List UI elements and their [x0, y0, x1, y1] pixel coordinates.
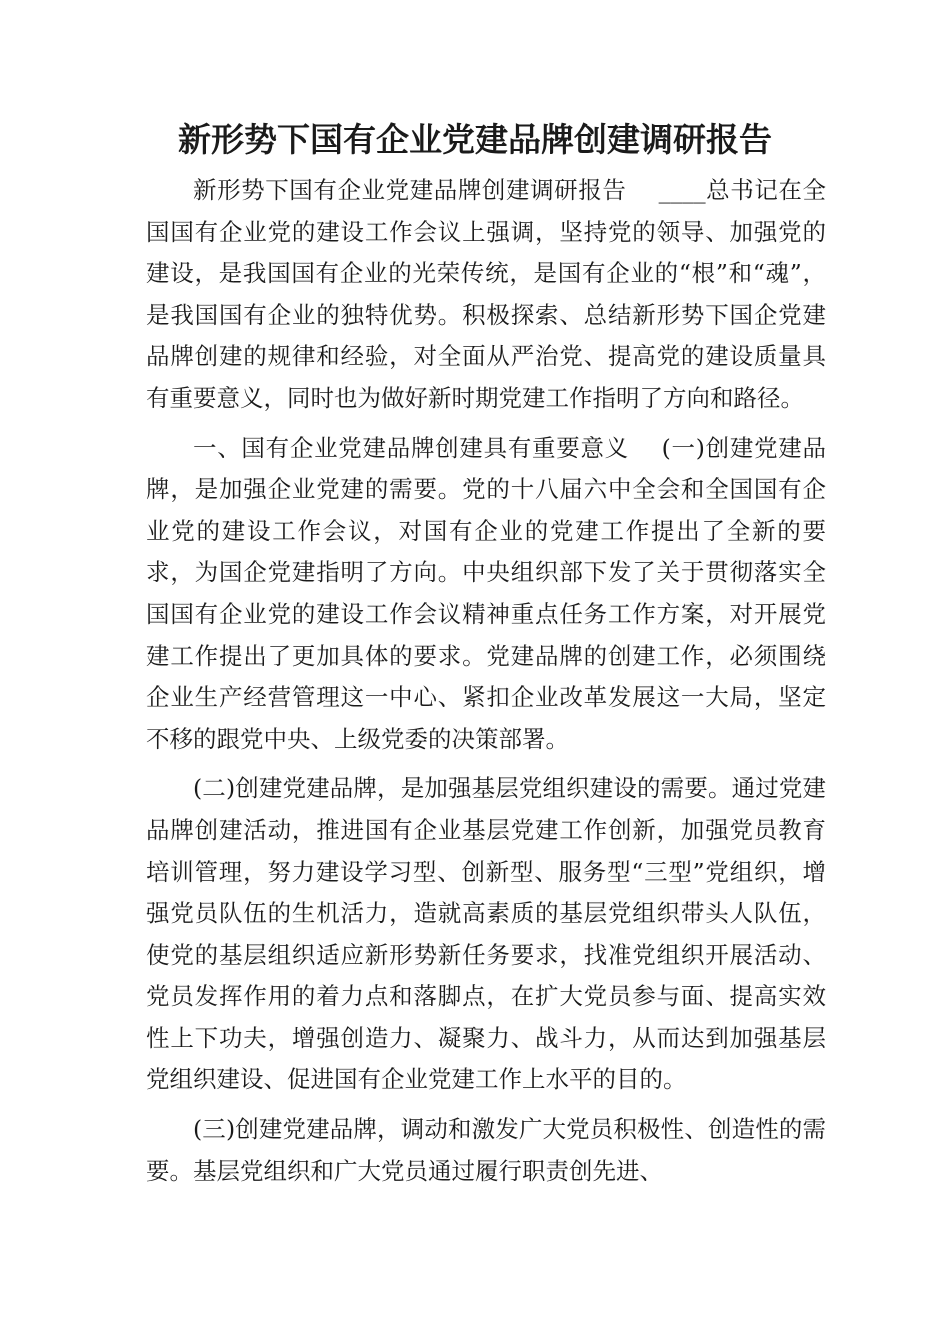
paragraph-section-3: (三)创建党建品牌，调动和激发广大党员积极性、创造性的需要。基层党组织和广大党员通过履行职责创先进、 — [146, 1115, 826, 1185]
paragraph-intro: 新形势下国有企业党建品牌创建调研报告 ____总书记在全国国有企业党的建设工作会议上强调，坚持党的领导、加强党的建设，是我国国有企业的光荣传统，是国有企业的“根”和“魂”，是我国国有企业的独特优势。积极探索、总结新形势下国企党建品牌创建的规律和经验，对全面从严治党、提高党的建设质量具有重要意义，同时也为做好新时期党建工作指明了方向和路径。 — [146, 176, 826, 412]
document-title: 新形势下国有企业党建品牌创建调研报告 — [178, 120, 772, 159]
paragraph-section-2: (二)创建党建品牌，是加强基层党组织建设的需要。通过党建品牌创建活动，推进国有企业基层党建工作创新，加强党员教育培训管理，努力建设学习型、创新型、服务型“三型”党组织，增强党员队伍的生机活力，造就高素质的基层党组织带头人队伍，使党的基层组织适应新形势新任务要求，找准党组织开展活动、党员发挥作用的着力点和落脚点，在扩大党员参与面、提高实效性上下功夫，增强创造力、凝聚力、战斗力，从而达到加强基层党组织建设、促进国有企业党建工作上水平的目的。 — [146, 774, 826, 1094]
document-body — [146, 170, 826, 1200]
paragraph-section-1: 一、国有企业党建品牌创建具有重要意义 (一)创建党建品牌，是加强企业党建的需要。党的十八届六中全会和全国国有企业党的建设工作会议，对国有企业的党建工作提出了全新的要求，为国企党建指明了方向。中央组织部下发了关于贯彻落实全国国有企业党的建设工作会议精神重点任务工作方案，对开展党建工作提出了更加具体的要求。党建品牌的创建工作，必须围绕企业生产经营管理这一中心、紧扣企业改革发展这一大局，坚定不移的跟党中央、上级党委的决策部署。 — [146, 433, 826, 753]
